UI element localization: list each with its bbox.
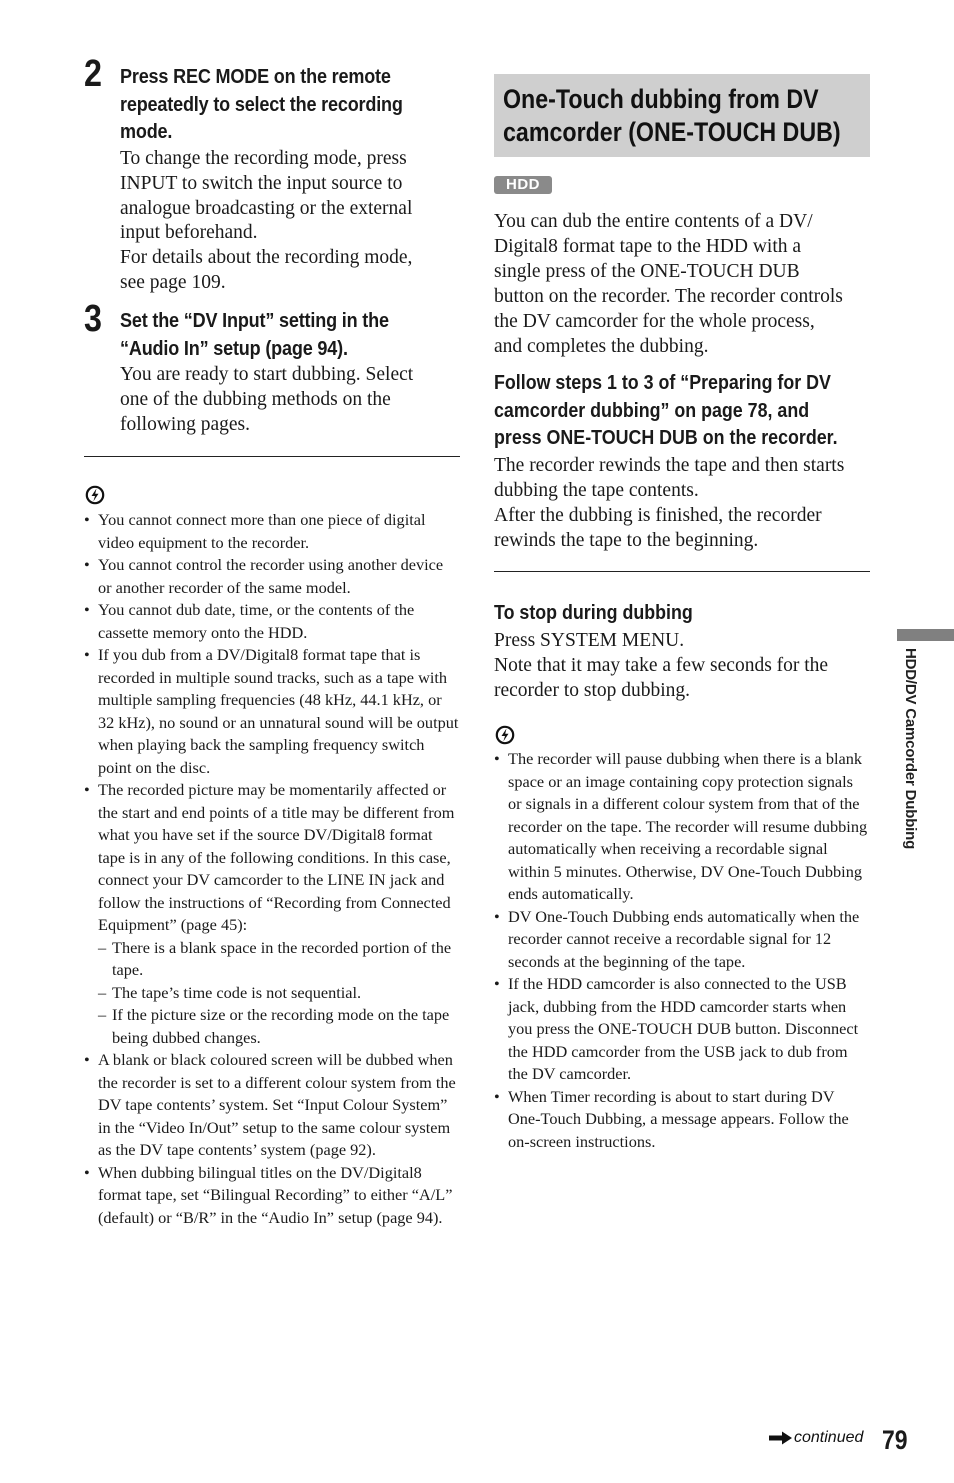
step-heading bbox=[120, 307, 460, 362]
body-line: INPUT to switch the input source to bbox=[120, 172, 403, 194]
step-heading-line: Set the “DV Input” setting in the bbox=[120, 309, 389, 332]
sub-list-item: – There is a blank space in the recorded portion of the tape. bbox=[98, 937, 460, 982]
body-line: Digital8 format tape to the HDD with a bbox=[494, 236, 802, 257]
section-divider bbox=[494, 571, 870, 572]
body-line: and completes the dubbing. bbox=[494, 336, 709, 357]
body-line: To change the recording mode, press bbox=[120, 148, 407, 169]
body-line: input beforehand. bbox=[120, 222, 258, 244]
step-heading-line: Press REC MODE on the remote bbox=[120, 65, 391, 88]
step-body bbox=[120, 147, 460, 296]
heading-line: Follow steps 1 to 3 of “Preparing for DV bbox=[494, 371, 831, 394]
body-line: You can dub the entire contents of a DV/ bbox=[494, 211, 813, 232]
section-title-box bbox=[494, 74, 870, 157]
list-item bbox=[84, 779, 460, 1049]
stop-heading: To stop during dubbing bbox=[494, 601, 693, 624]
continued-label: continued bbox=[794, 1429, 864, 1446]
step-number: 3 bbox=[84, 298, 102, 340]
body-line: rewinds the tape to the beginning. bbox=[494, 530, 759, 551]
list-item: • DV One-Touch Dubbing ends automatically when the recorder cannot receive a recordable signal for 12 seconds at the beginning of the tape. bbox=[494, 906, 870, 974]
list-item: • You cannot dub date, time, or the contents of the cassette memory onto the HDD. bbox=[84, 599, 460, 644]
body-line: The recorder rewinds the tape and then starts bbox=[494, 455, 845, 476]
step-number: 2 bbox=[84, 53, 102, 95]
hdd-badge: HDD bbox=[494, 176, 552, 194]
sub-list bbox=[98, 937, 460, 1050]
stop-body bbox=[494, 628, 870, 703]
body-line: Note that it may take a few seconds for the bbox=[494, 655, 829, 676]
tip-lightning-icon bbox=[495, 725, 515, 745]
step-heading-line: mode. bbox=[120, 120, 173, 143]
list-item: • If the HDD camcorder is also connected to the USB jack, dubbing from the HDD camcorder starts when you press the ONE-TOUCH DUB button. Disconnect the HDD camcorder from the USB jack to dub from the DV camcorder. bbox=[494, 973, 870, 1086]
side-tab-label: HDD/DV Camcorder Dubbing bbox=[902, 648, 919, 850]
page-number: 79 bbox=[882, 1425, 908, 1455]
body-line: the DV camcorder for the whole process, bbox=[494, 311, 815, 332]
notes-list bbox=[494, 748, 870, 1153]
body-line: dubbing the tape contents. bbox=[494, 480, 699, 501]
body-line: analogue broadcasting or the external bbox=[120, 197, 413, 219]
sub-list-item: – If the picture size or the recording mode on the tape being dubbed changes. bbox=[98, 1004, 460, 1049]
list-item: • When Timer recording is about to start during DV One-Touch Dubbing, a message appears. Follow the on-screen instructions. bbox=[494, 1086, 870, 1154]
step-heading-line: “Audio In” setup (page 94). bbox=[120, 336, 348, 360]
step-body bbox=[120, 363, 460, 437]
instruction-heading bbox=[494, 369, 868, 452]
section-title-line: camcorder (ONE-TOUCH DUB) bbox=[503, 117, 841, 147]
body-line: single press of the ONE-TOUCH DUB bbox=[494, 261, 800, 282]
sub-list-item: – The tape’s time code is not sequential. bbox=[98, 982, 460, 1005]
continued-arrow-icon bbox=[769, 1431, 793, 1445]
list-item: • The recorder will pause dubbing when there is a blank space or an image containing copy protection signals or signals in a different colour system from that of the recorder on the tape. The recorder will resume dubbing automatically when receiving a recordable signal within 5 minutes. Otherwise, DV One-Touch Dubbing ends automatically. bbox=[494, 748, 870, 906]
step-heading-line: repeatedly to select the recording bbox=[120, 92, 403, 116]
list-item: • You cannot connect more than one piece of digital video equipment to the recorder. bbox=[84, 509, 460, 554]
list-item: • A blank or black coloured screen will be dubbed when the recorder is set to a different colour system from the DV tape contents’ system. Set “Input Colour System” in the “Video In/Out” setup to the same colour system as the DV tape contents’ system (page 92). bbox=[84, 1049, 460, 1162]
body-line: one of the dubbing methods on the bbox=[120, 388, 391, 410]
body-line: button on the recorder. The recorder controls bbox=[494, 286, 843, 307]
body-line: After the dubbing is finished, the recorder bbox=[494, 505, 822, 526]
tip-lightning-icon bbox=[85, 485, 105, 505]
list-item: • You cannot control the recorder using another device or another recorder of the same model. bbox=[84, 554, 460, 599]
body-line: For details about the recording mode, bbox=[120, 247, 413, 269]
list-item-text: The recorded picture may be momentarily affected or the start and end points of a title may be different from what you have set if the source DV/Digital8 format tape is in any of the following conditions. In this case, connect your DV camcorder to the LINE IN jack and follow the instructions of “Recording from Connected Equipment” (page 45): bbox=[98, 780, 455, 934]
section-divider bbox=[84, 456, 460, 457]
body-line: see page 109. bbox=[120, 271, 226, 293]
body-line: You are ready to start dubbing. Select bbox=[120, 364, 414, 385]
section-title-line: One-Touch dubbing from DV bbox=[503, 84, 819, 114]
list-item: • When dubbing bilingual titles on the DV/Digital8 format tape, set “Bilingual Recording” to either “A/L” (default) or “B/R” in the “Audio In” setup (page 94). bbox=[84, 1162, 460, 1230]
heading-line: camcorder dubbing” on page 78, and bbox=[494, 398, 810, 422]
heading-line: press ONE-TOUCH DUB on the recorder. bbox=[494, 426, 838, 449]
list-item: • If you dub from a DV/Digital8 format tape that is recorded in multiple sound tracks, such as a tape with multiple sampling frequencies (48 kHz, 44.1 kHz, or 32 kHz), no sound or an unnatural sound will be output when playing back the sampling frequency switch point on the disc. bbox=[84, 644, 460, 779]
instruction-body bbox=[494, 453, 870, 553]
step-heading bbox=[120, 63, 460, 146]
section-title bbox=[503, 83, 847, 149]
body-line: following pages. bbox=[120, 413, 250, 435]
body-line: recorder to stop dubbing. bbox=[494, 680, 691, 701]
body-line: Press SYSTEM MENU. bbox=[494, 630, 685, 651]
notes-list bbox=[84, 509, 460, 1229]
side-tab-marker bbox=[897, 629, 954, 641]
intro-paragraph bbox=[494, 209, 870, 359]
